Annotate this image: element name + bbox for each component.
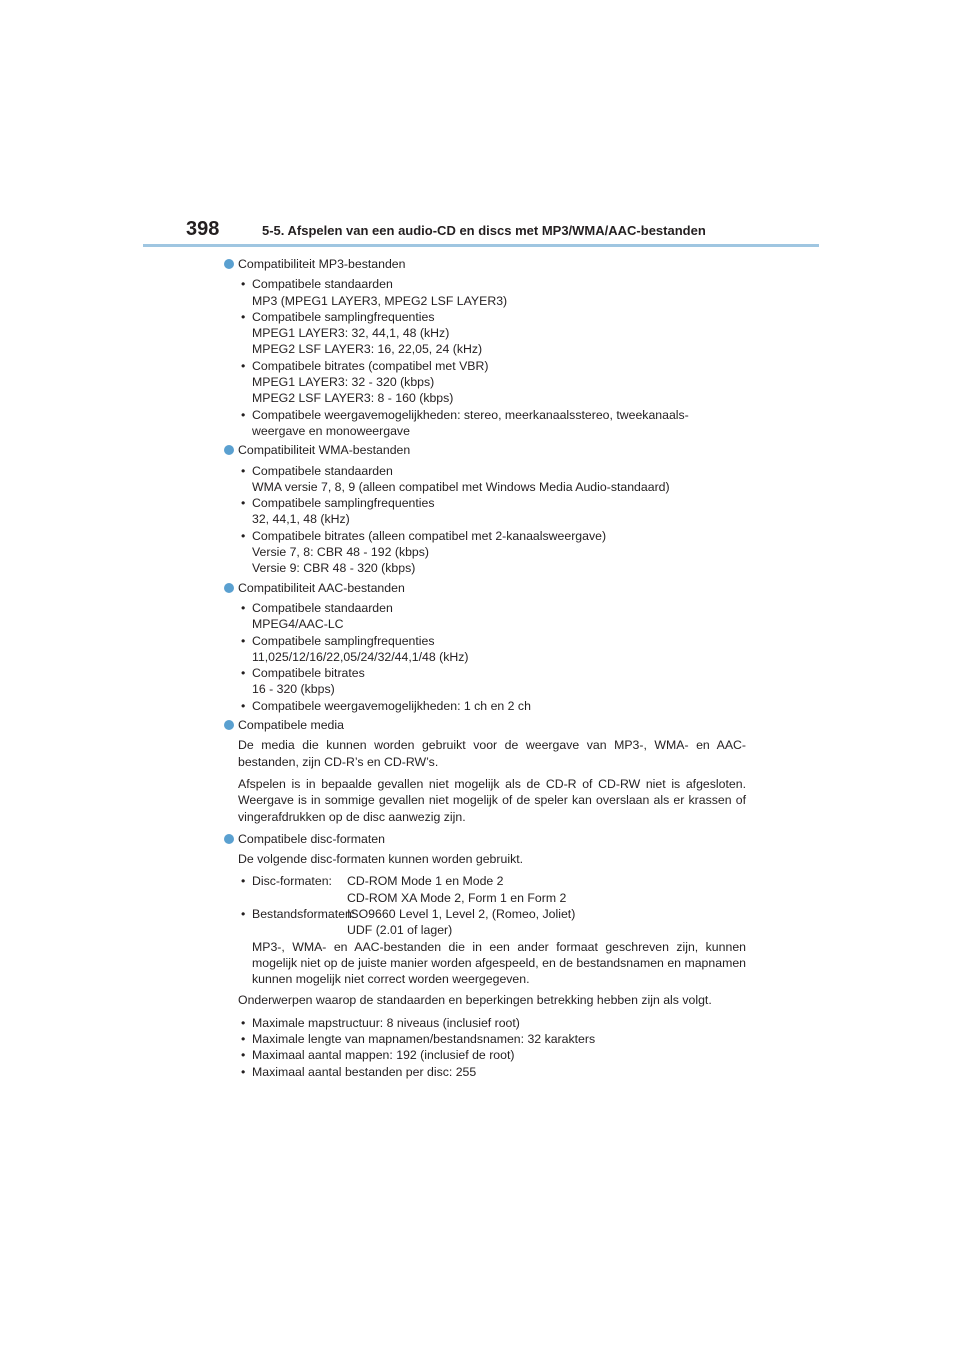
- item-value: CD-ROM XA Mode 2, Form 1 en Form 2: [347, 890, 567, 905]
- item-value: Versie 9: CBR 48 - 320 (kbps): [252, 561, 416, 576]
- page-number: 398: [186, 218, 220, 240]
- section-heading: Compatibiliteit MP3-bestanden: [238, 257, 406, 271]
- list-item: • Maximale lengte van mapnamen/bestandsnamen: 32 karakters: [241, 1032, 596, 1047]
- item-value: UDF (2.01 of lager): [347, 923, 453, 938]
- list-item: • Disc-formaten: CD-ROM Mode 1 en Mode 2: [241, 874, 504, 889]
- paragraph: MP3-, WMA- en AAC-bestanden die in een ander formaat geschreven zijn, kunnen mogelijk niet op de juiste manier worden afgespeeld, en de bestandsnamen en mapnamen kunnen mogelijk niet correct worden weergegeven.: [252, 939, 746, 987]
- item-value: MPEG2 LSF LAYER3: 16, 22,05, 24 (kHz): [252, 342, 483, 357]
- item-value: MPEG1 LAYER3: 32 - 320 (kbps): [252, 375, 435, 390]
- list-item: • Compatibele samplingfrequenties: [241, 309, 435, 324]
- list-item: • Compatibele bitrates: [241, 666, 365, 681]
- section-aac: [224, 580, 746, 714]
- list-item: • Maximaal aantal mappen: 192 (inclusief de root): [241, 1048, 515, 1063]
- filled-circle-icon: [224, 445, 234, 455]
- header-rule: [143, 244, 819, 247]
- item-value: weergave en monoweergave: [252, 423, 410, 438]
- list-item: • Maximale mapstructuur: 8 niveaus (inclusief root): [241, 1015, 520, 1030]
- section-heading: Compatibele media: [238, 718, 344, 733]
- page-content: [224, 256, 746, 1083]
- item-value: MPEG4/AAC-LC: [252, 617, 344, 632]
- section-disc-formats: [224, 831, 746, 1080]
- list-item: • Compatibele weergavemogelijkheden: 1 ch en 2 ch: [241, 698, 531, 713]
- item-value: CD-ROM Mode 1 en Mode 2: [347, 874, 504, 889]
- list-item: • Compatibele standaarden: [241, 463, 393, 478]
- list-item: • Compatibele standaarden: [241, 277, 393, 292]
- item-value: 11,025/12/16/22,05/24/32/44,1/48 (kHz): [252, 649, 469, 664]
- section-heading: Compatibele disc-formaten: [238, 831, 385, 846]
- list-item: • Compatibele standaarden: [241, 600, 393, 615]
- section-mp3: [224, 256, 746, 439]
- item-label: Disc-formaten:: [252, 874, 332, 889]
- item-value: MPEG1 LAYER3: 32, 44,1, 48 (kHz): [252, 326, 450, 341]
- section-heading: Compatibiliteit AAC-bestanden: [238, 580, 405, 595]
- paragraph: De media die kunnen worden gebruikt voor de weergave van MP3-, WMA- en AAC-bestanden, zijn CD-R’s en CD-RW’s.: [238, 738, 746, 769]
- item-value: WMA versie 7, 8, 9 (alleen compatibel met Windows Media Audio-standaard): [252, 479, 670, 494]
- list-item: • Compatibele samplingfrequenties: [241, 633, 435, 648]
- item-label: Bestandsformaten:: [252, 906, 356, 921]
- section-media: [224, 717, 746, 825]
- filled-circle-icon: [224, 583, 234, 593]
- paragraph: De volgende disc-formaten kunnen worden gebruikt.: [238, 852, 524, 867]
- filled-circle-icon: [224, 720, 234, 730]
- list-item: • Bestandsformaten: ISO9660 Level 1, Level 2, (Romeo, Joliet): [241, 906, 576, 921]
- filled-circle-icon: [224, 259, 234, 269]
- item-value: MPEG2 LSF LAYER3: 8 - 160 (kbps): [252, 391, 454, 406]
- filled-circle-icon: [224, 834, 234, 844]
- section-heading: Compatibiliteit WMA-bestanden: [238, 443, 411, 458]
- item-value: 16 - 320 (kbps): [252, 682, 335, 697]
- item-value: Versie 7, 8: CBR 48 - 192 (kbps): [252, 545, 430, 560]
- list-item: • Compatibele samplingfrequenties: [241, 496, 435, 511]
- list-item: • Compatibele bitrates (alleen compatibel met 2-kanaalsweergave): [241, 528, 607, 543]
- item-value: ISO9660 Level 1, Level 2, (Romeo, Joliet): [347, 906, 576, 921]
- section-wma: [224, 442, 746, 576]
- item-value: 32, 44,1, 48 (kHz): [252, 512, 350, 527]
- list-item: • Compatibele bitrates (compatibel met VBR): [241, 358, 489, 373]
- paragraph: Afspelen is in bepaalde gevallen niet mogelijk als de CD-R of CD-RW niet is afgesloten. Weergave is in sommige gevallen niet mogelijk of de speler kan overslaan als er krassen of vingerafdrukken op de disc aanwezig zijn.: [238, 776, 746, 824]
- paragraph: Onderwerpen waarop de standaarden en beperkingen betrekking hebben zijn als volgt.: [238, 993, 712, 1008]
- item-value: MP3 (MPEG1 LAYER3, MPEG2 LSF LAYER3): [252, 293, 508, 308]
- list-item: • Maximaal aantal bestanden per disc: 255: [241, 1064, 477, 1079]
- list-item: • Compatibele weergavemogelijkheden: stereo, meerkanaalsstereo, tweekanaals-: [241, 407, 689, 422]
- chapter-title: 5-5. Afspelen van een audio-CD en discs met MP3/WMA/AAC-bestanden: [262, 223, 706, 238]
